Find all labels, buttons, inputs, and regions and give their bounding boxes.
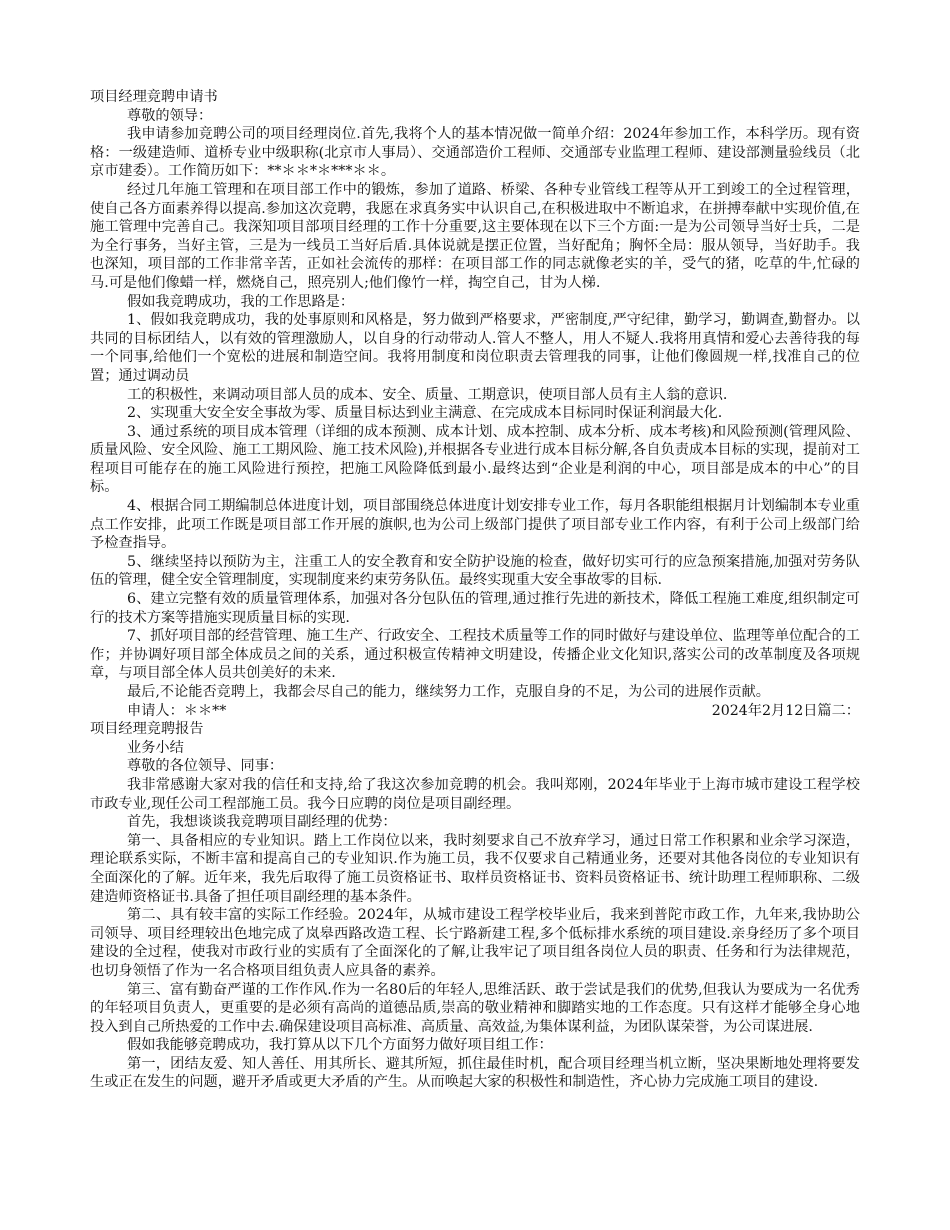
doc-title: 项目经理竞聘申请书 <box>90 89 218 105</box>
paragraph-advantage-1: 第一、具备相应的专业知识。踏上工作岗位以来，我时刻要求自己不放弃学习，通过日常工作积累和业余学习深造，理论联系实际，不断丰富和提高自己的专业知识.作为施工员，我不仅要求自己精通业务，还要对其他各岗位的专业知识有全面深化的了解。近年来，我先后取得了施工员资格证书、取样员资格证书、资料员资格证书、统计助理工程师职称、二级建造师资格证书.具备了担任项目副经理的基本条件。 <box>90 832 860 905</box>
signature-row <box>90 702 860 721</box>
paragraph-item-7: 7、抓好项目部的经营管理、施工生产、行政安全、工程技术质量等工作的同时做好与建设单位、监理等单位配合的工作；并协调好项目部全体成员之间的关系，通过积极宣传精神文明建设，传播企业文化知识,落实公司的改革制度及各项规章，与项目部全体人员共创美好的未来. <box>90 628 860 682</box>
paragraph-item-4: 4、根据合同工期编制总体进度计划，项目部围绕总体进度计划安排专业工作，每月各职能组根据月计划编制本专业重点工作安排，此项工作既是项目部工作开展的旗帜,也为公司上级部门提供了项目部专业工作内容，有利于公司上级部门给予检查指导。 <box>90 498 860 552</box>
section-subtitle: 业务小结 <box>127 739 184 756</box>
paragraph-advantage-3: 第三、富有勤奋严谨的工作作风.作为一名80后的年轻人,思维活跃、敢于尝试是我们的优势,但我认为要成为一名优秀的年轻项目负责人，更重要的是必须有高尚的道德品质,崇高的敬业精神和脚踏实地的工作态度。只有这样才能够全身心地投入到自己所热爱的工作中去.确保建设项目高标准、高质量、高效益,为集体谋利益，为团队谋荣誉，为公司谋进展. <box>90 981 860 1035</box>
paragraph-plan-heading: 假如我竞聘成功，我的工作思路是： <box>127 293 355 310</box>
paragraph-item-6: 6、建立完整有效的质量管理体系，加强对各分包队伍的管理,通过推行先进的新技术，降低工程施工难度,组织制定可行的技术方案等措施实现质量目标的实现. <box>90 591 860 626</box>
paragraph-thanks: 我非常感谢大家对我的信任和支持,给了我这次参加竞聘的机会。我叫郑刚，2024年毕业于上海市城市建设工程学校市政专业,现任公司工程部施工员。我今日应聘的岗位是项目副经理。 <box>90 776 860 812</box>
paragraph-item-5: 5、继续坚持以预防为主，注重工人的安全教育和安全防护设施的检查，做好切实可行的应急预案措施,加强对劳务队伍的管理，健全安全管理制度，实现制度来约束劳务队伍。最终实现重大安全事故零的目标. <box>90 553 860 589</box>
paragraph-work-plan-heading: 假如我能够竞聘成功，我打算从以下几个方面努力做好项目组工作： <box>127 1037 553 1054</box>
signature-date: 2024年2月12日篇二： <box>711 702 860 719</box>
paragraph-item-3: 3、通过系统的项目成本管理（详细的成本预测、成本计划、成本控制、成本分析、成本考核)和风险预测(管理风险、质量风险、安全风险、施工工期风险、施工技术风险),并根据各专业进行成本目标分解,各自负责成本目标的实现，提前对工程项目可能存在的施工风险进行预控，把施工风险降低到最小.最终达到“企业是利润的中心，项目部是成本的中心”的目标。 <box>90 423 860 496</box>
greeting: 尊敬的领导： <box>127 107 213 124</box>
greeting-2: 尊敬的各位领导、同事： <box>127 758 284 775</box>
paragraph-intro: 我申请参加竞聘公司的项目经理岗位.首先,我将个人的基本情况做一简单介绍：2024年参加工作，本科学历。现有资格：一级建造师、道桥专业中级职称(北京市人事局）、交通部造价工程师、交通部专业监理工程师、建设部测量验线员（北京市建委）。工作简历如下：**＊＊*＊***＊＊。 <box>90 126 860 180</box>
paragraph-item-1: 1、假如我竞聘成功，我的处事原则和风格是，努力做到严格要求，严密制度,严守纪律，勤学习，勤调查,勤督办。以共同的目标团结人，以有效的管理激励人，以自身的行动带动人.管人不整人，用人不疑人.我将用真情和爱心去善待我的每一个同事,给他们一个宽松的进展和制造空间。我将用制度和岗位职责去管理我的同事，让他们像圆规一样,找准自己的位置；通过调动员 <box>90 312 860 384</box>
paragraph-work-plan-1: 第一，团结友爱、知人善任、用其所长、避其所短，抓住最佳时机，配合项目经理当机立断，坚决果断地处理将要发生或正在发生的问题，避开矛盾或更大矛盾的产生。从而唤起大家的积极性和制造性，齐心协力完成施工项目的建设. <box>90 1055 860 1091</box>
paragraph-item-2: 2、实现重大安全安全事故为零、质量目标达到业主满意、在完成成本目标同时保证利润最大化. <box>127 405 723 422</box>
paragraph-item-1-cont: 工的积极性，来调动项目部人员的成本、安全、质量、工期意识，使项目部人员有主人翁的意识. <box>127 386 728 403</box>
document-body <box>90 88 860 1092</box>
section-title-2: 项目经理竞聘报告 <box>90 721 204 738</box>
applicant-signature: 申请人：＊＊** <box>127 702 227 719</box>
paragraph-advantage-2: 第二、具有较丰富的实际工作经验。2024年，从城市建设工程学校毕业后，我来到普陀市政工作，九年来,我协助公司领导、项目经理较出色地完成了岚皋西路改造工程、长宁路新建工程,多个低标排水系统的项目建设.亲身经历了多个项目建设的全过程，使我对市政行业的实质有了全面深化的了解,让我牢记了项目组各岗位人员的职责、任务和行为法律规范，也切身领悟了作为一名合格项目组负责人应具备的素养。 <box>90 907 860 979</box>
paragraph-closing: 最后,不论能否竞聘上，我都会尽自己的能力，继续努力工作，克服自身的不足，为公司的进展作贡献。 <box>127 684 770 700</box>
paragraph-experience: 经过几年施工管理和在项目部工作中的锻炼，参加了道路、桥梁、各种专业管线工程等从开工到竣工的全过程管理，使自己各方面素养得以提高.参加这次竞聘，我愿在求真务实中认识自己,在积极进取中不断追求，在拼搏奉献中实现价值,在施工管理中完善自己。我深知项目部项目经理的工作十分重要,这主要体现在以下三个方面:一是为公司领导当好士兵，二是为全行事务，当好主管，三是为一线员工当好后盾.具体说就是摆正位置，当好配角；胸怀全局：服从领导，当好助手。我也深知，项目部的工作非常辛苦，正如社会流传的那样：在项目部工作的同志就像老实的羊，受气的猪，吃草的牛,忙碌的马.可是他们像蜡一样，燃烧自己，照亮别人;他们像竹一样，掏空自己，甘为人梯. <box>90 181 860 291</box>
paragraph-advantages-heading: 首先，我想谈谈我竞聘项目副经理的优势： <box>127 814 397 831</box>
